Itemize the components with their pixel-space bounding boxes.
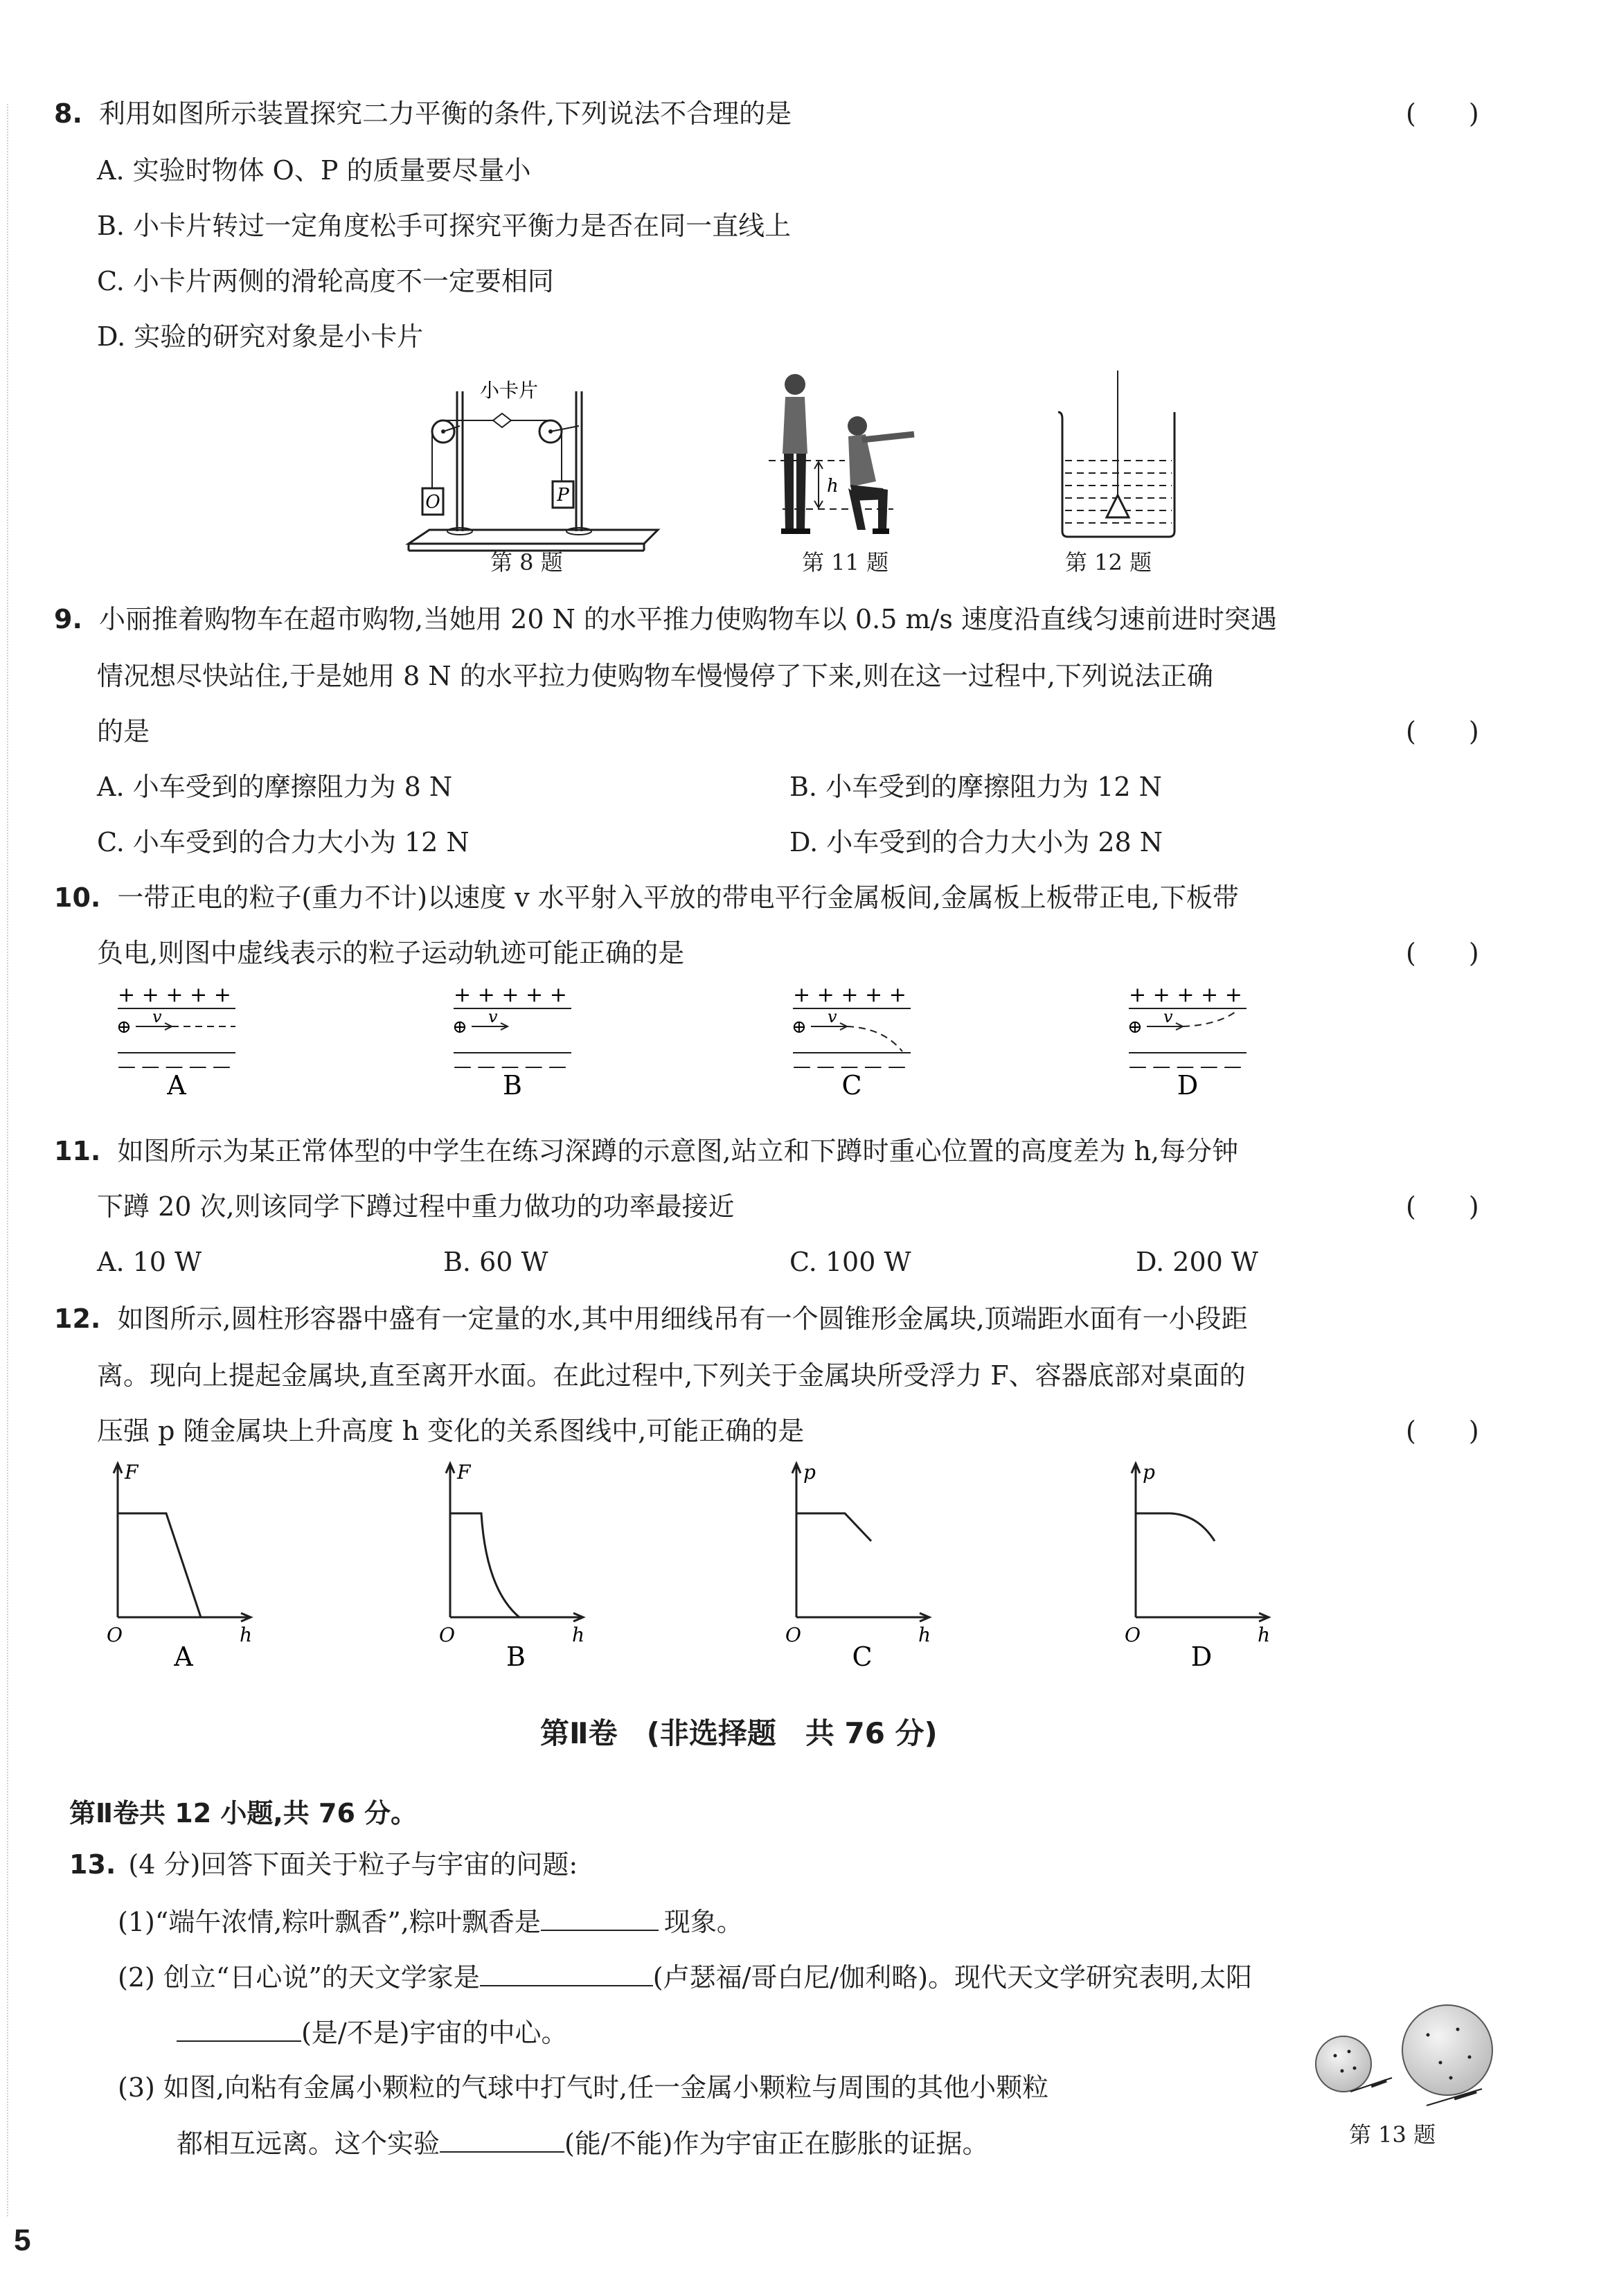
q10-d-minus: — — — — —	[1129, 1056, 1242, 1077]
q12-graph-c	[783, 1458, 949, 1672]
q12-line1	[54, 1302, 1248, 1335]
q13-part3-b: 都相互远离。这个实验	[177, 2128, 440, 2159]
fig8-apparatus	[402, 377, 665, 558]
q12-b-label: B	[506, 1641, 526, 1672]
q12-a-y: F	[125, 1461, 139, 1484]
q10-line1	[54, 881, 1239, 914]
q12-c-o: O	[785, 1623, 801, 1646]
q12-a-x: h	[240, 1623, 253, 1646]
q10-diagram-b	[447, 983, 585, 1101]
q13-part2-b: (卢瑟福/哥白尼/伽利略)。现代天文学研究表明,太阳	[652, 1962, 1253, 1993]
q12-b-x: h	[572, 1623, 585, 1646]
q11-text-1: 如图所示为某正常体型的中学生在练习深蹲的示意图,站立和下蹲时重心位置的高度差为 h,每分钟	[117, 1136, 1239, 1166]
q9-answer-paren[interactable]: ( )	[1406, 716, 1479, 747]
q13-part3-line2	[177, 2126, 988, 2160]
q12-d-y: p	[1143, 1461, 1155, 1484]
q12-text-1: 如图所示,圆柱形容器中盛有一定量的水,其中用细线吊有一个圆锥形金属块,顶端距水面有一小段距	[117, 1303, 1248, 1334]
fig8-caption: 第 8 题	[490, 549, 563, 576]
q12-line3: 压强 p 随金属块上升高度 h 变化的关系图线中,可能正确的是	[97, 1416, 805, 1446]
q9-line3: 的是	[97, 716, 150, 747]
q8-answer-paren[interactable]: ( )	[1406, 98, 1479, 129]
q13-part3-c: (能/不能)作为宇宙正在膨胀的证据。	[564, 2128, 989, 2159]
part2-intro: 第Ⅱ卷共 12 小题,共 76 分。	[69, 1798, 418, 1828]
fig13-caption: 第 13 题	[1349, 2121, 1436, 2148]
q13-blank-4[interactable]	[440, 2126, 564, 2153]
q10-number: 10.	[54, 882, 101, 913]
q12-graph-d	[1122, 1458, 1288, 1672]
q12-number: 12.	[54, 1303, 101, 1334]
q10-d-v: v	[1163, 1007, 1173, 1026]
q12-a-o: O	[107, 1623, 123, 1646]
q12-b-y: F	[457, 1461, 471, 1484]
q9-text-1: 小丽推着购物车在超市购物,当她用 20 N 的水平推力使购物车以 0.5 m/s 速度沿直线匀速前进时突遇	[98, 604, 1277, 634]
q13-part1-a: (1)“端午浓情,粽叶飘香”,粽叶飘香是	[118, 1907, 541, 1937]
q11-number: 11.	[54, 1136, 101, 1166]
q12-line2: 离。现向上提起金属块,直至离开水面。在此过程中,下列关于金属块所受浮力 F、容器底部对桌面的	[97, 1360, 1246, 1391]
q13-blank-1[interactable]	[541, 1905, 659, 1931]
q13-number: 13.	[69, 1849, 116, 1880]
q9-option-b[interactable]: B. 小车受到的摩擦阻力为 12 N	[789, 772, 1162, 802]
q10-d-plus: + + + + +	[1129, 983, 1242, 1007]
q10-line2: 负电,则图中虚线表示的粒子运动轨迹可能正确的是	[97, 938, 685, 968]
q10-c-particle: ⊕	[792, 1017, 807, 1038]
q13-part3: (3) 如图,向粘有金属小颗粒的气球中打气时,任一金属小颗粒与周围的其他小颗粒	[118, 2072, 1049, 2103]
left-margin-rule	[7, 104, 8, 2216]
q10-a-particle: ⊕	[116, 1017, 132, 1038]
q9-line1	[54, 603, 1277, 636]
q8-option-c[interactable]: C. 小卡片两侧的滑轮高度不一定要相同	[97, 266, 554, 296]
q12-d-label: D	[1190, 1641, 1213, 1672]
q11-option-c[interactable]: C. 100 W	[789, 1247, 911, 1277]
q8-option-d[interactable]: D. 实验的研究对象是小卡片	[97, 321, 424, 352]
q10-diagram-d	[1122, 983, 1260, 1101]
q10-a-label: A	[167, 1070, 186, 1101]
fig11-caption: 第 11 题	[802, 549, 889, 576]
q12-c-x: h	[918, 1623, 931, 1646]
q13-part2-c: (是/不是)宇宙的中心。	[301, 2018, 568, 2048]
q9-option-c[interactable]: C. 小车受到的合力大小为 12 N	[97, 827, 470, 857]
q13-part2-a: (2) 创立“日心说”的天文学家是	[118, 1962, 480, 1993]
q10-b-v: v	[488, 1007, 498, 1026]
q12-b-o: O	[439, 1623, 455, 1646]
page-number: 5	[14, 2223, 31, 2257]
q10-a-v: v	[152, 1007, 162, 1026]
q9-line2: 情况想尽快站住,于是她用 8 N 的水平拉力使购物车慢慢停了下来,则在这一过程中,下列说法正确	[97, 661, 1213, 691]
fig12-caption: 第 12 题	[1065, 549, 1152, 576]
q10-diagram-c	[786, 983, 924, 1101]
q12-answer-paren[interactable]: ( )	[1406, 1416, 1479, 1446]
fig8-label-o: O	[425, 492, 440, 513]
q10-c-v: v	[828, 1007, 837, 1026]
q12-c-y: p	[803, 1461, 816, 1484]
q8-stem	[54, 97, 792, 130]
part2-title: 第Ⅱ卷 (非选择题 共 76 分)	[540, 1716, 938, 1750]
q12-a-label: A	[174, 1641, 193, 1672]
q13-part1	[118, 1905, 743, 1939]
q10-d-particle: ⊕	[1127, 1017, 1143, 1038]
q11-line2: 下蹲 20 次,则该同学下蹲过程中重力做功的功率最接近	[97, 1191, 735, 1222]
q10-c-label: C	[841, 1070, 862, 1101]
fig12-beaker	[1053, 371, 1184, 544]
q10-text-1: 一带正电的粒子(重力不计)以速度 v 水平射入平放的带电平行金属板间,金属板上板带正电,下板带	[117, 882, 1239, 913]
q12-d-o: O	[1125, 1623, 1141, 1646]
fig8-card-label: 小卡片	[479, 379, 539, 402]
q10-a-plus: + + + + +	[118, 983, 231, 1007]
q9-option-a[interactable]: A. 小车受到的摩擦阻力为 8 N	[97, 772, 453, 802]
q12-graph-a	[104, 1458, 270, 1672]
q10-answer-paren[interactable]: ( )	[1406, 938, 1479, 968]
q10-b-label: B	[503, 1070, 522, 1101]
q11-option-b[interactable]: B. 60 W	[443, 1247, 548, 1277]
fig13-balloons	[1309, 2002, 1510, 2119]
q12-c-label: C	[852, 1641, 873, 1672]
fig8-label-p: P	[557, 485, 569, 506]
q11-line1	[54, 1134, 1238, 1168]
q8-option-b[interactable]: B. 小卡片转过一定角度松手可探究平衡力是否在同一直线上	[97, 211, 792, 241]
q10-a-minus: — — — — —	[118, 1056, 231, 1077]
q13-part2-line2	[177, 2015, 567, 2049]
q11-option-a[interactable]: A. 10 W	[97, 1247, 202, 1277]
q13-stem	[69, 1848, 578, 1881]
q9-option-d[interactable]: D. 小车受到的合力大小为 28 N	[789, 827, 1163, 857]
q10-d-label: D	[1177, 1070, 1199, 1101]
fig11-h-label: h	[827, 476, 839, 497]
q9-number: 9.	[54, 604, 82, 634]
q11-option-d[interactable]: D. 200 W	[1136, 1247, 1258, 1277]
q13-text: (4 分)回答下面关于粒子与宇宙的问题:	[128, 1849, 578, 1880]
fig11-squat	[762, 371, 928, 544]
q10-diagram-a	[111, 983, 249, 1101]
q10-c-minus: — — — — —	[793, 1056, 906, 1077]
q13-part1-b: 现象。	[663, 1907, 743, 1937]
q13-blank-3[interactable]	[177, 2015, 301, 2042]
q8-option-a[interactable]: A. 实验时物体 O、P 的质量要尽量小	[97, 155, 531, 186]
q8-number: 8.	[54, 98, 82, 129]
q13-part2	[118, 1960, 1252, 1994]
q10-b-minus: — — — — —	[454, 1056, 567, 1077]
q10-b-particle: ⊕	[452, 1017, 467, 1038]
q10-b-plus: + + + + +	[454, 983, 567, 1007]
q10-c-plus: + + + + +	[793, 983, 906, 1007]
q13-blank-2[interactable]	[480, 1960, 653, 1986]
q12-d-x: h	[1258, 1623, 1271, 1646]
q8-text: 利用如图所示装置探究二力平衡的条件,下列说法不合理的是	[98, 98, 792, 129]
q12-graph-b	[436, 1458, 602, 1672]
q11-answer-paren[interactable]: ( )	[1406, 1191, 1479, 1222]
